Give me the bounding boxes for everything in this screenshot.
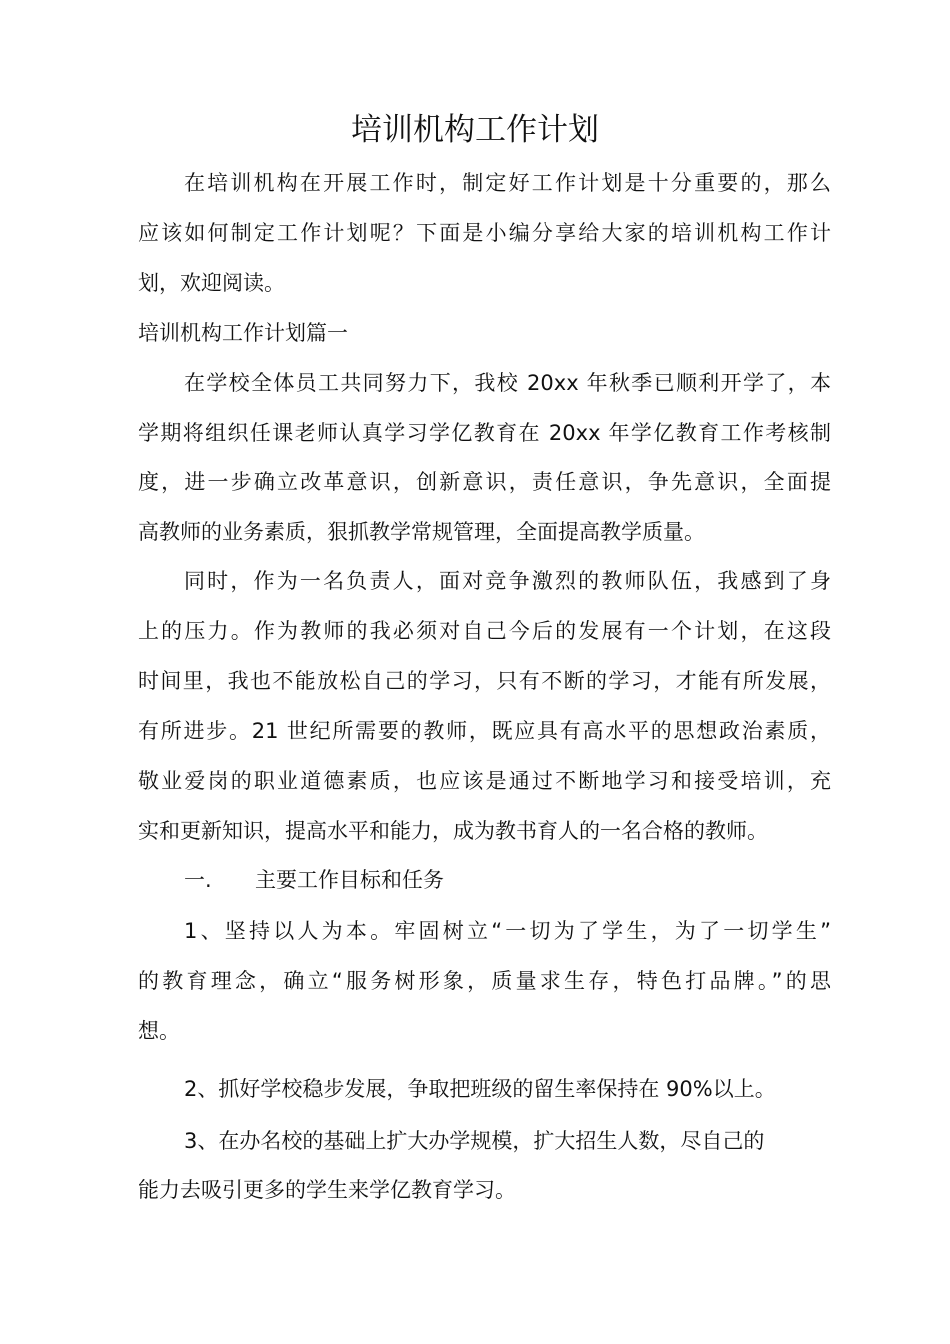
para1-line-3: 度，进一步确立改革意识，创新意识，责任意识，争先意识，全面提 xyxy=(138,470,831,494)
heading-text: 主要工作目标和任务 xyxy=(255,868,444,892)
intro-line-2: 应该如何制定工作计划呢？下面是小编分享给大家的培训机构工作计 xyxy=(138,221,831,245)
para1-line-1: 在学校全体员工共同努力下，我校 20xx 年秋季已顺利开学了，本 xyxy=(184,371,831,395)
para2-line-1: 同时，作为一名负责人，面对竞争激烈的教师队伍，我感到了身 xyxy=(184,569,831,593)
item3-line-1: 3、在办名校的基础上扩大办学规模，扩大招生人数，尽自己的 xyxy=(184,1129,765,1153)
heading-number: 一. xyxy=(184,868,212,892)
para2-line-6: 实和更新知识，提高水平和能力，成为教书育人的一名合格的教师。 xyxy=(138,819,768,843)
section-title: 培训机构工作计划篇一 xyxy=(138,321,348,345)
item2-line-1: 2、抓好学校稳步发展，争取把班级的留生率保持在 90%以上。 xyxy=(184,1077,776,1101)
para2-line-4: 有所进步。21 世纪所需要的教师，既应具有高水平的思想政治素质， xyxy=(138,719,831,743)
para1-line-4: 高教师的业务素质，狠抓教学常规管理，全面提高教学质量。 xyxy=(138,520,705,544)
item1-line-1: 1、坚持以人为本。牢固树立“一切为了学生，为了一切学生” xyxy=(184,919,831,943)
para2-line-3: 时间里，我也不能放松自己的学习，只有不断的学习，才能有所发展， xyxy=(138,669,831,693)
document-title: 培训机构工作计划 xyxy=(351,112,599,148)
item1-line-2: 的教育理念，确立“服务树形象，质量求生存，特色打品牌。”的思 xyxy=(138,969,831,993)
para2-line-2: 上的压力。作为教师的我必须对自己今后的发展有一个计划，在这段 xyxy=(138,619,831,643)
item3-line-2: 能力去吸引更多的学生来学亿教育学习。 xyxy=(138,1178,516,1202)
para2-line-5: 敬业爱岗的职业道德素质，也应该是通过不断地学习和接受培训，充 xyxy=(138,769,831,793)
intro-line-3: 划，欢迎阅读。 xyxy=(138,271,285,295)
item1-line-3: 想。 xyxy=(138,1019,180,1043)
para1-line-2: 学期将组织任课老师认真学习学亿教育在 20xx 年学亿教育工作考核制 xyxy=(138,421,831,445)
intro-line-1: 在培训机构在开展工作时，制定好工作计划是十分重要的，那么 xyxy=(184,171,831,195)
